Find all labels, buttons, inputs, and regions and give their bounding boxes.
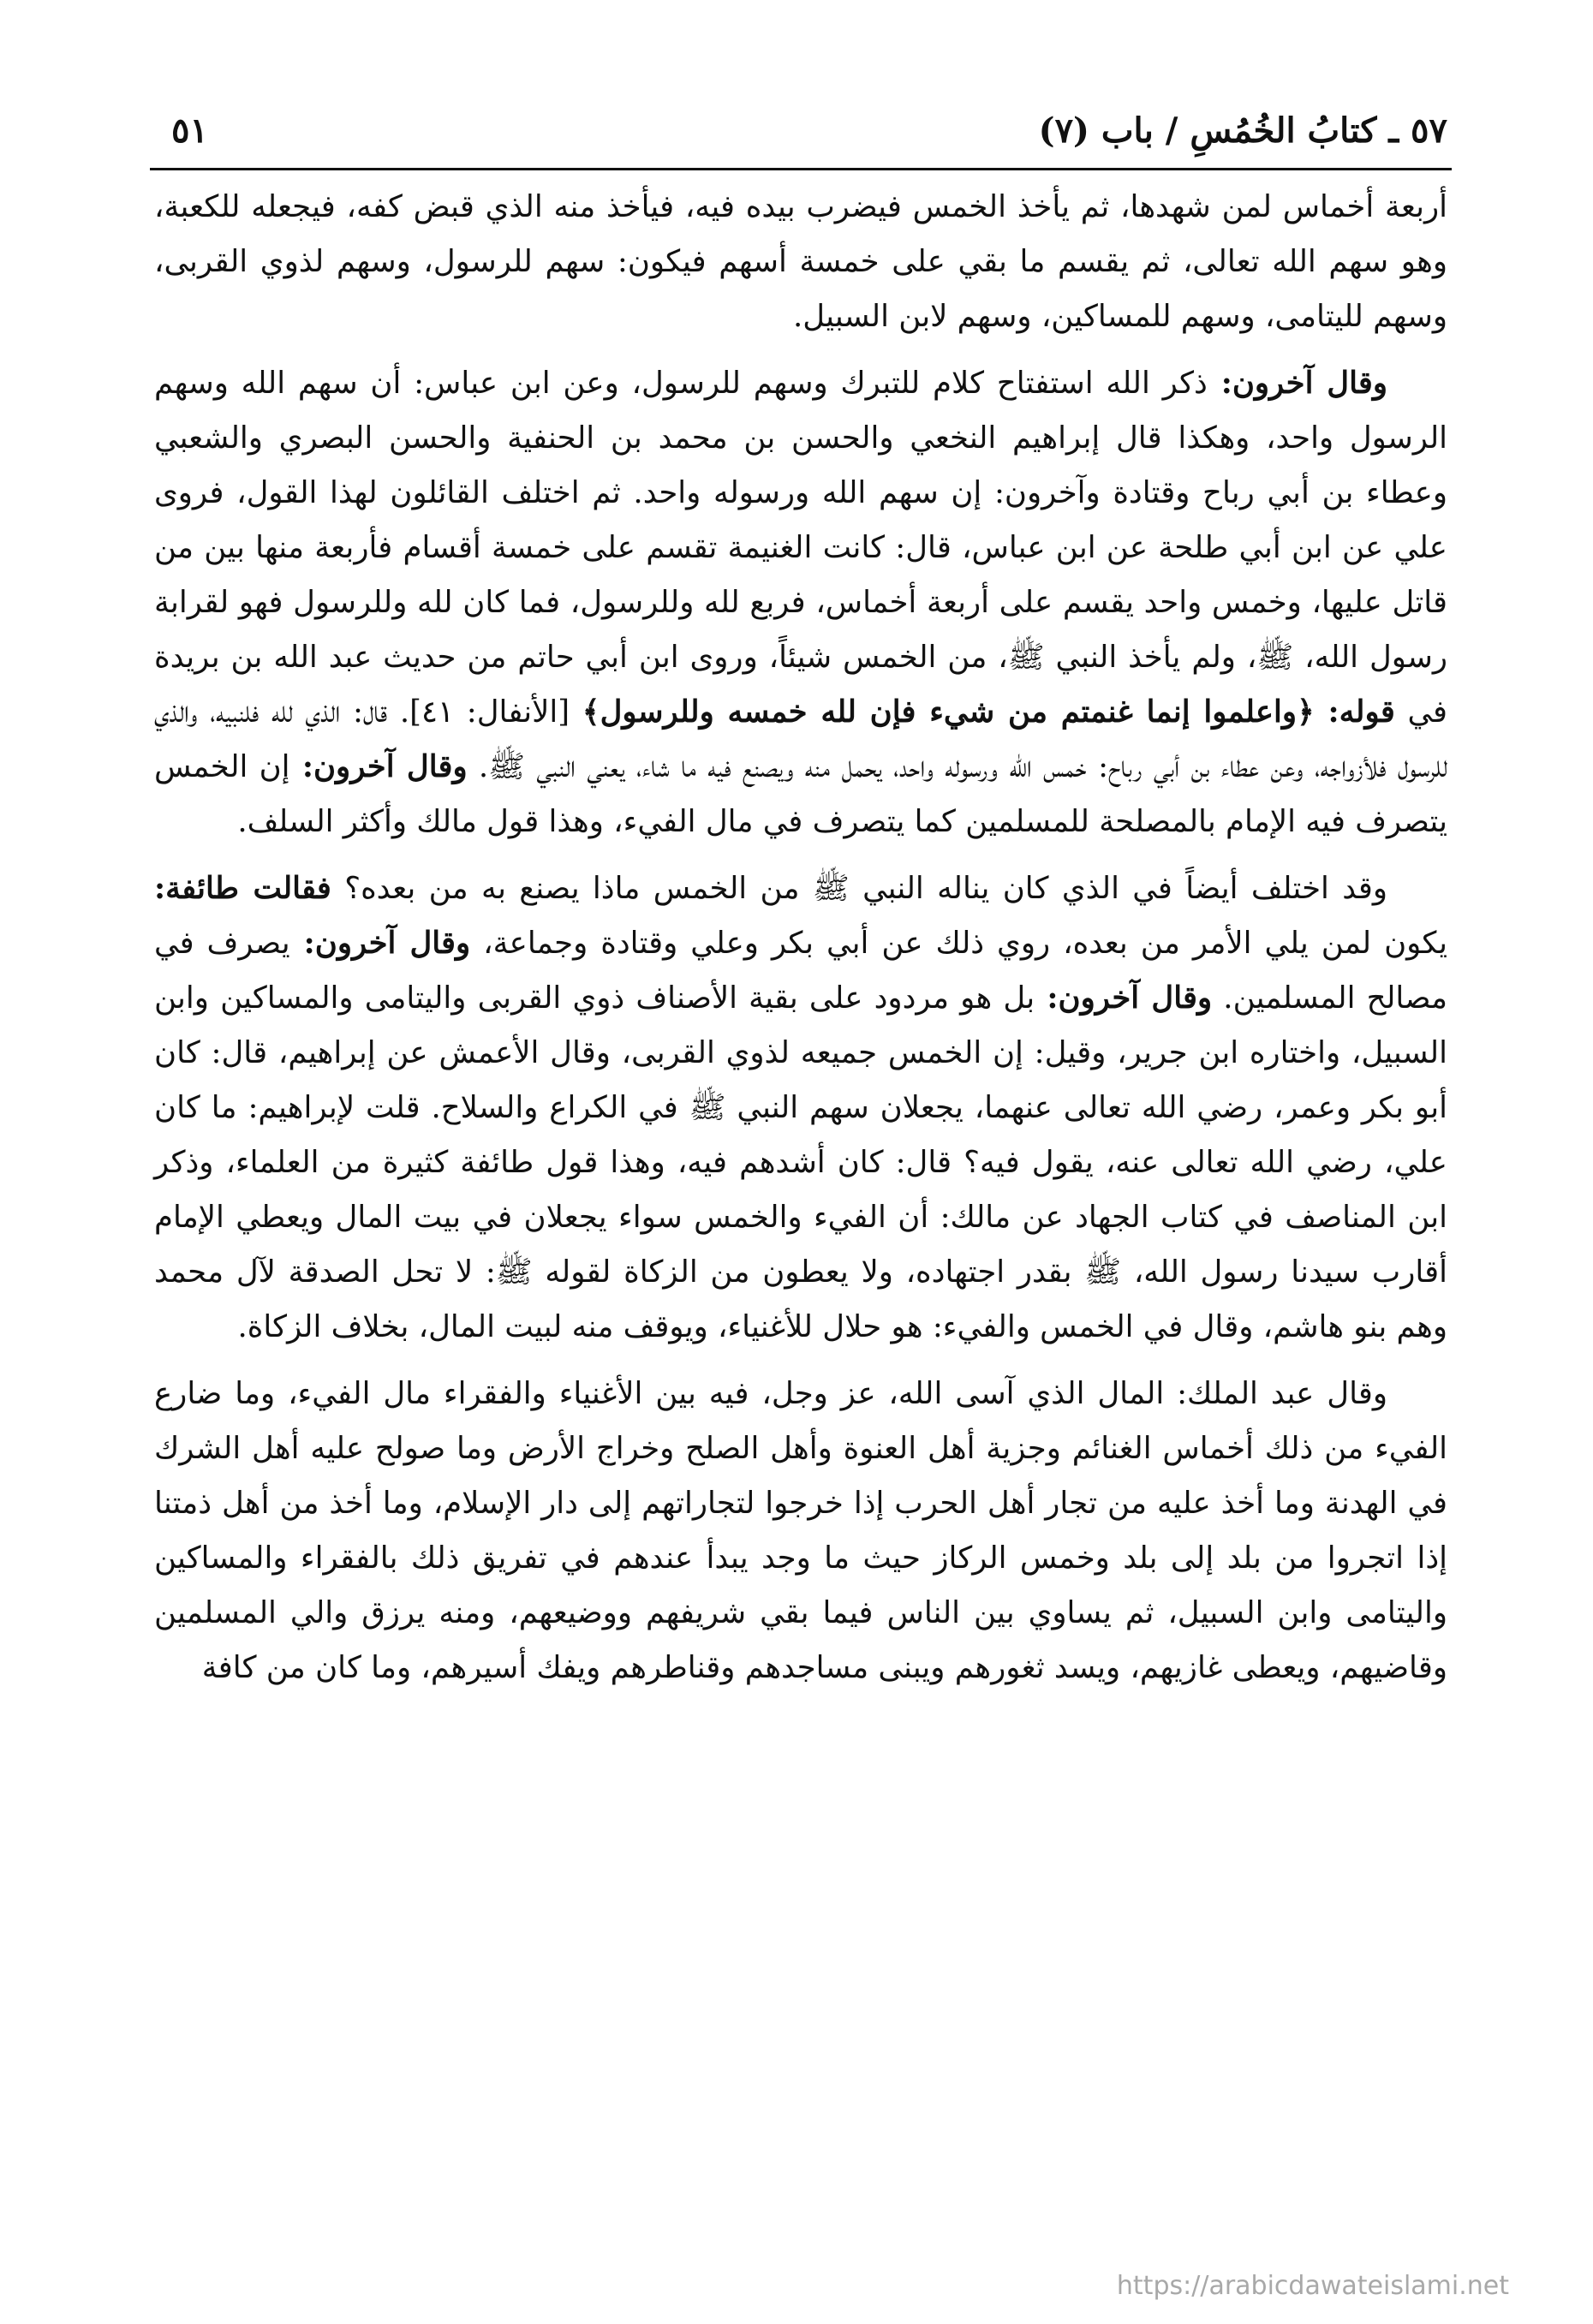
page-body (154, 180, 1447, 2235)
bold-phrase: وقال آخرون: (1207, 366, 1387, 401)
text-run: وقد اختلف أيضاً في الذي كان يناله النبي ﷺ من الخمس ماذا يصنع به من بعده؟ (331, 871, 1388, 906)
bold-phrase: قوله: ﴿واعلموا إنما غنمتم من شيء فإن لله خمسه وللرسول﴾ (582, 694, 1395, 730)
body-paragraph (154, 356, 1447, 849)
page-number: ٥١ (171, 110, 208, 151)
body-paragraph (154, 180, 1447, 344)
bold-phrase: وقال آخرون: (289, 926, 471, 961)
text-run: وقال عبد الملك: المال الذي آسى الله، عز وجل، فيه بين الأغنياء والفقراء مال الفيء، وما ضارع الفيء من ذلك أخماس الغنائم وجزية أهل العنوة وأهل الصلح وخراج الأرض وما صولح عليه أهل الشرك في الهدنة وما أخذ عليه من تجار أهل الحرب إذا خرجوا لتجاراتهم إلى دار الإسلام، وما أخذ من أهل ذمتنا إذا اتجروا من بلد إلى بلد وخمس الركاز حيث ما وجد يبدأ عندهم في تفريق ذلك بالفقراء والمساكين واليتامى وابن السبيل، ثم يساوي بين الناس فيما بقي شريفهم ووضيعهم، ومنه يرزق والي المسلمين وقاضيهم، ويعطى غازيهم، ويسد ثغورهم ويبنى مساجدهم وقناطرهم ويفك أسيرهم، وما كان من كافة (154, 1376, 1447, 1685)
text-run: يصرف في مصالح المسلمين. (154, 926, 1448, 1016)
text-run: أربعة أخماس لمن شهدها، ثم يأخذ الخمس فيضرب بيده فيه، فيأخذ منه الذي قبض كفه، فيجعله للكعبة، وهو سهم الله تعالى، ثم يقسم ما بقي على خمسة أسهم فيكون: سهم للرسول، وسهم لذوي القربى، وسهم لليتامى، وسهم للمساكين، وسهم لابن السبيل. (154, 189, 1447, 334)
body-paragraph (154, 861, 1447, 1355)
text-run: ذكر الله استفتاح كلام للتبرك وسهم للرسول، وعن ابن عباس: أن سهم الله وسهم الرسول واحد، وهكذا قال إبراهيم النخعي والحسن بن محمد بن الحنفية والحسن البصري والشعبي وعطاء بن أبي رباح وقتادة وآخرون: إن سهم الله ورسوله واحد. ثم اختلف القائلون لهذا القول، فروى علي عن ابن أبي طلحة عن ابن عباس، قال: كانت الغنيمة تقسم على خمسة أقسام فأربعة منها بين من قاتل عليها، وخمس واحد يقسم على أربعة أخماس، فربع لله وللرسول، فما كان لله وللرسول فهو لقرابة رسول الله، ﷺ، ولم يأخذ النبي ﷺ، من الخمس شيئاً، وروى ابن أبي حاتم من حديث عبد الله بن بريدة في (154, 366, 1448, 730)
bold-phrase: فقالت طائفة: (154, 871, 331, 906)
body-paragraph (154, 1367, 1447, 1695)
header-divider (150, 168, 1452, 170)
text-run: إن الخمس يتصرف فيه الإمام بالمصلحة للمسلمين كما يتصرف في مال الفيء، وهذا قول مالك وأكثر السلف. (154, 749, 1447, 839)
bold-phrase: وقال آخرون: (289, 749, 468, 784)
chapter-title: ٥٧ ـ كتابُ الخُمُسِ / باب (٧) (1038, 110, 1447, 151)
bold-phrase: وقال آخرون: (1035, 980, 1213, 1016)
source-watermark: https://arabicdawateislami.net (1116, 2271, 1509, 2301)
text-run: بل هو مردود على بقية الأصناف ذوي القربى واليتامى والمساكين وابن السبيل، واختاره ابن جرير، وقيل: إن الخمس جميعه لذوي القربى، وقال الأعمش عن إبراهيم، قال: كان أبو بكر وعمر، رضي الله تعالى عنهما، يجعلان سهم النبي ﷺ في الكراع والسلاح. قلت لإبراهيم: ما كان علي، رضي الله تعالى عنه، يقول فيه؟ قال: كان أشدهم فيه، وهذا قول طائفة كثيرة من العلماء، وذكر ابن المناصف في كتاب الجهاد عن مالك: أن الفيء والخمس سواء يجعلان في بيت المال ويعطي الإمام أقارب سيدنا رسول الله، ﷺ بقدر اجتهاده، ولا يعطون من الزكاة لقوله ﷺ: لا تحل الصدقة لآل محمد وهم بنو هاشم، وقال في الخمس والفيء: هو حلال للأغنياء، ويوقف منه لبيت المال، بخلاف الزكاة. (154, 980, 1447, 1344)
text-run: يكون لمن يلي الأمر من بعده، روي ذلك عن أبي بكر وعلي وقتادة وجماعة، (470, 926, 1447, 961)
text-run: [الأنفال: ٤١]. قال: الذي لله فلنبيه، والذي للرسول فلأزواجه، وعن عطاء بن أبي رباح: خمس الله ورسوله واحد، يحمل منه ويصنع فيه ما شاء، يعني النبي ﷺ. (154, 694, 1447, 784)
running-header (154, 101, 1447, 161)
